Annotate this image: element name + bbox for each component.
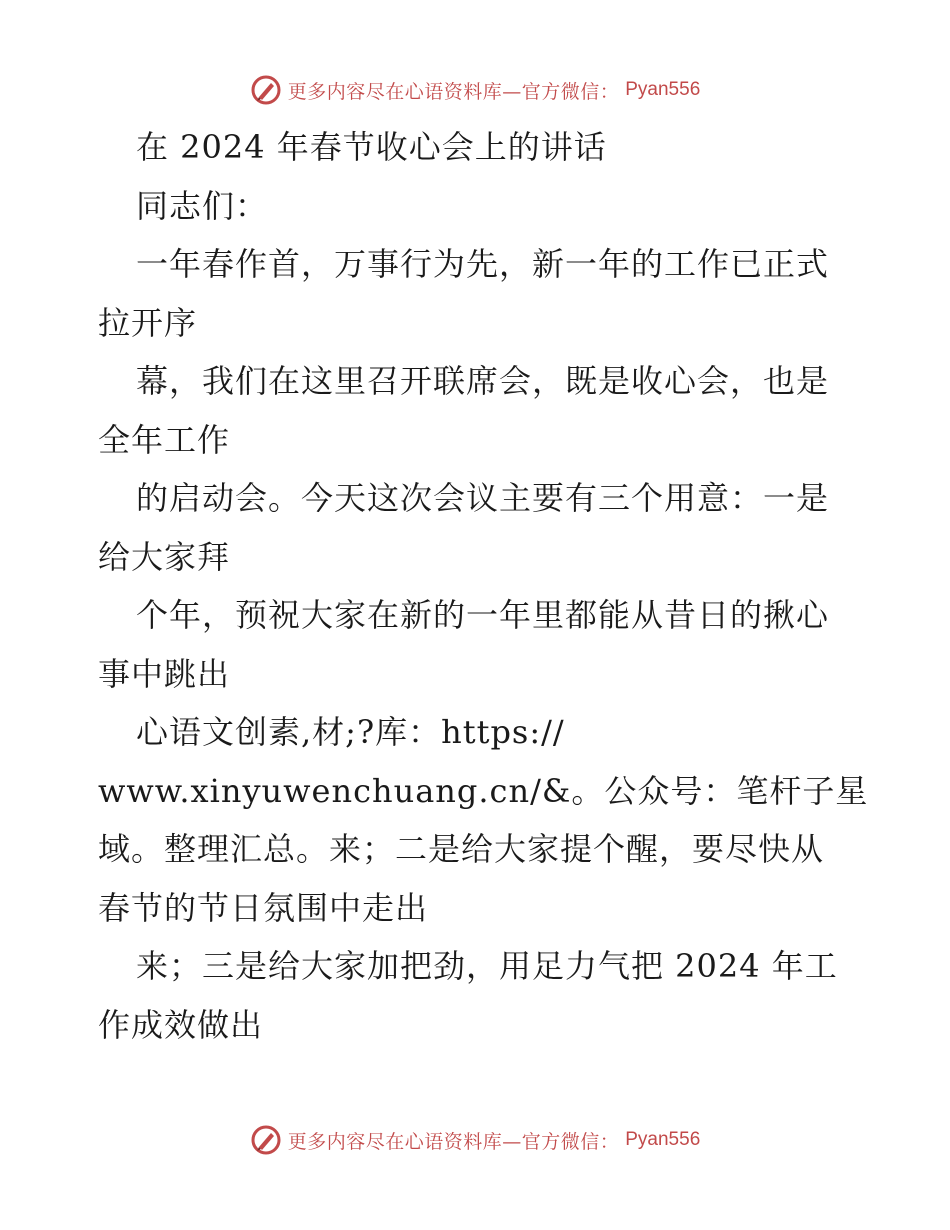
header-banner bbox=[0, 70, 950, 110]
text-line: 一年春作首，万事行为先，新一年的工作已正式 bbox=[136, 245, 830, 283]
footer-banner-code: Pyan556 bbox=[625, 1129, 701, 1150]
footer-banner bbox=[0, 1120, 950, 1160]
text-line: 全年工作 bbox=[98, 420, 231, 459]
header-banner-code: Pyan556 bbox=[625, 79, 701, 100]
text-line: 心语文创素,材;?库：https:// bbox=[136, 713, 565, 751]
document-title: 在 2024 年春节收心会上的讲话 bbox=[136, 128, 607, 166]
text-line: 的启动会。今天这次会议主要有三个用意：一是 bbox=[136, 479, 830, 517]
document-body bbox=[98, 118, 869, 1054]
pen-logo-icon bbox=[250, 74, 282, 106]
pen-logo-icon bbox=[250, 1124, 282, 1156]
text-line: 幕，我们在这里召开联席会，既是收心会，也是 bbox=[136, 362, 830, 400]
footer-banner-text: 更多内容尽在心语资料库—官方微信： bbox=[287, 1130, 620, 1153]
text-line: 来；三是给大家加把劲，用足力气把 2024 年工 bbox=[136, 947, 838, 985]
text-line: 事中跳出 bbox=[98, 654, 231, 693]
text-line: 给大家拜 bbox=[98, 537, 231, 576]
text-line: 拉开序 bbox=[98, 303, 198, 342]
text-line: 域。整理汇总。来；二是给大家提个醒，要尽快从 bbox=[98, 830, 825, 868]
text-line: www.xinyuwenchuang.cn/&。公众号：笔杆子星 bbox=[98, 771, 869, 810]
text-line: 作成效做出 bbox=[98, 1005, 264, 1044]
text-line: 个年，预祝大家在新的一年里都能从昔日的揪心 bbox=[136, 596, 830, 634]
header-banner-text: 更多内容尽在心语资料库—官方微信： bbox=[287, 80, 620, 103]
salutation: 同志们： bbox=[136, 186, 269, 225]
text-line: 春节的节日氛围中走出 bbox=[98, 888, 429, 927]
